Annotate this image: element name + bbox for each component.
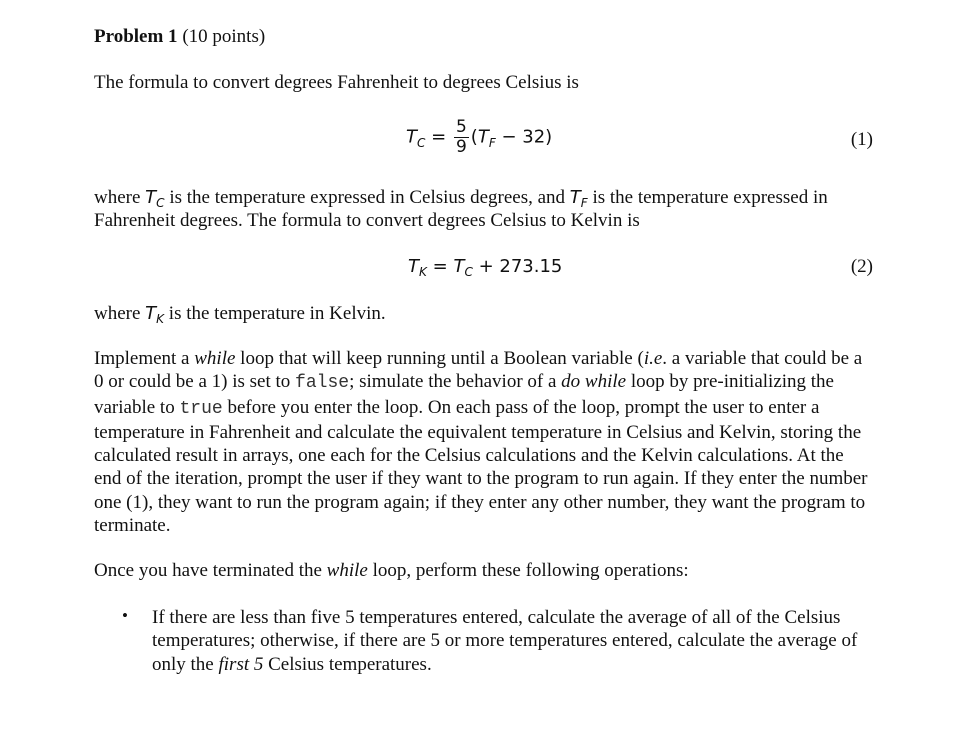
equation-1-number: (1) xyxy=(850,129,873,150)
bullet-icon: • xyxy=(122,606,128,625)
after-loop-text: Once you have terminated the while loop, perform these following operations: xyxy=(94,560,689,581)
fraction-5-9: $\frac{5}{9}$ xyxy=(455,117,467,157)
problem-heading xyxy=(94,26,265,48)
equation-1: $T_C$ = $\frac{5}{9}$ $(T_F - 32)$ xyxy=(406,117,553,157)
bullet-item: If there are less than five 5 temperatures entered, calculate the average of all of the Celsius temperatures; otherwise, if there are 5 or more temperatures entered, calculate the average of only the first 5 Celsius temperatures. xyxy=(152,607,858,675)
equation-2-number: (2) xyxy=(850,256,873,277)
problem-points: (10 points) xyxy=(182,26,266,47)
intro-text: The formula to convert degrees Fahrenheit to degrees Celsius is xyxy=(94,72,579,93)
where-text-1: where $T_C$ is the temperature expressed in Celsius degrees, and $T_F$ is the temperature expressed in xyxy=(94,187,828,210)
instructions-paragraph: Implement a while loop that will keep running until a Boolean variable (i.e. a variable that could be a 0 or could be a 1) is set to false; simulate the behavior of a do while loop by pre-initializing the variable to true before you enter the loop. On each pass of the loop, prompt the user to enter a temperature in Fahrenheit and calculate the equivalent temperature in Celsius and Kelvin, storing the calculated result in arrays, one each for the Celsius calculations and the Kelvin calculations. At the end of the iteration, prompt the user if they want to the program to run again. If they enter the number one (1), they want to run the program again; if they enter any other number, they want the program to terminate. xyxy=(94,348,868,537)
where-text-1b: Fahrenheit degrees. The formula to convert degrees Celsius to Kelvin is xyxy=(94,210,640,231)
equation-2: $T_K = T_C + 273.15$ xyxy=(408,256,563,279)
where-text-2: where $T_K$ is the temperature in Kelvin. xyxy=(94,303,386,326)
problem-label: Problem 1 xyxy=(94,26,178,47)
